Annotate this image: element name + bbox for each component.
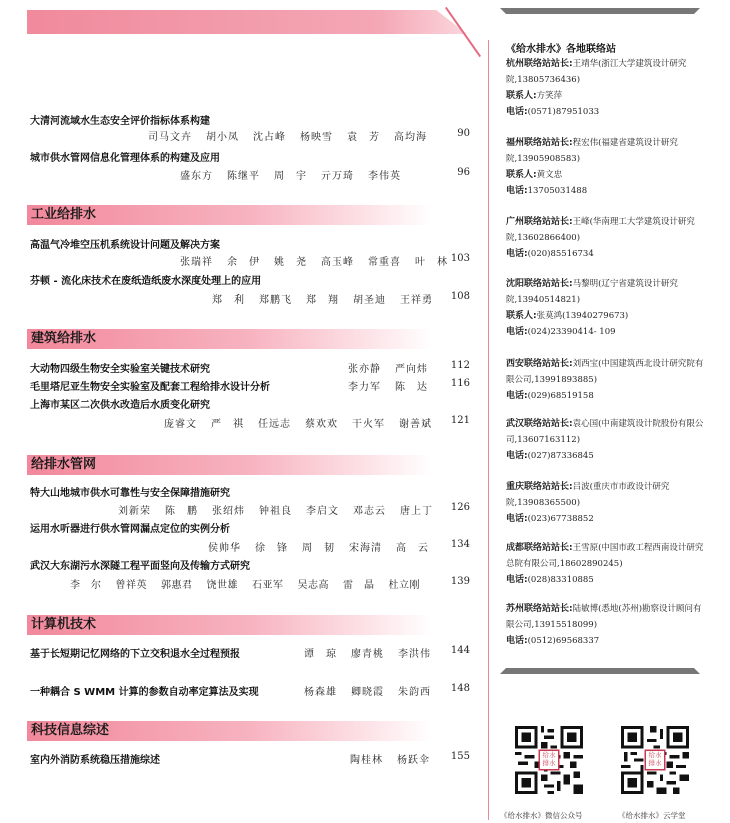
article-page: 139 bbox=[450, 576, 470, 587]
article-title[interactable]: 基于长短期记忆网络的下立交积退水全过程预报 bbox=[30, 649, 240, 660]
station-guangzhou: 广州联络站站长:王峰(华南理工大学建筑设计研究院,13602866400) 电话:(020)85516734 bbox=[506, 217, 695, 259]
article-title[interactable]: 武汉大东湖污水深隧工程平面竖向及传输方式研究 bbox=[30, 561, 250, 572]
qr-center-stamp: 给水排水 bbox=[648, 751, 662, 767]
article-page: 116 bbox=[450, 378, 470, 389]
article-title[interactable]: 大动物四级生物安全实验室关键技术研究 bbox=[30, 364, 210, 375]
article-title[interactable]: 上海市某区二次供水改造后水质变化研究 bbox=[30, 400, 210, 411]
article-authors: 庞睿文 严 祺 任远志 蔡欢欢 干火军 谢善斌 bbox=[164, 419, 432, 430]
article-title[interactable]: 毛里塔尼亚生物安全实验室及配套工程给排水设计分析 bbox=[30, 382, 270, 393]
section-heading: 工业给排水 bbox=[27, 205, 432, 225]
section-heading: 科技信息综述 bbox=[27, 721, 432, 741]
article-page: 121 bbox=[450, 415, 470, 426]
article-authors: 陶桂林 杨跃伞 bbox=[350, 755, 430, 766]
article-authors: 张亦静 严向炜 bbox=[348, 364, 428, 375]
section-heading: 给排水管网 bbox=[27, 455, 432, 475]
article-page: 134 bbox=[450, 539, 470, 550]
article-title[interactable]: 芬顿 - 流化床技术在废纸造纸废水深度处理上的应用 bbox=[30, 276, 262, 287]
header-band bbox=[27, 10, 467, 34]
station-shenyang: 沈阳联络站站长:马黎明(辽宁省建筑设计研究院,13940514821) 联系人:张莫鸿(13940279673) 电话:(024)23390414- 109 bbox=[506, 279, 678, 337]
article-page: 96 bbox=[457, 167, 470, 178]
article-page: 103 bbox=[450, 253, 470, 264]
article-title[interactable]: 特大山地城市供水可靠性与安全保障措施研究 bbox=[30, 488, 230, 499]
qr-center-stamp: 给水排水 bbox=[542, 751, 556, 767]
article-authors: 司马文卉 胡小凤 沈占峰 杨映雪 袁 芳 高均海 bbox=[148, 132, 427, 143]
article-authors: 李力军 陈 达 bbox=[348, 382, 428, 393]
right-top-rule bbox=[500, 8, 700, 14]
column-divider bbox=[488, 40, 489, 820]
article-authors: 李 尔 曾祥英 郭惠君 饶世雄 石亚军 吴志高 雷 晶 杜立刚 bbox=[70, 580, 420, 591]
qr-caption-cloud-class: 《给水排水》云学堂 bbox=[618, 811, 686, 820]
station-xian: 西安联络站站长:刘西宝(中国建筑西北设计研究院有限公司,13991893885) 电话:(029)68519158 bbox=[506, 359, 704, 401]
article-page: 108 bbox=[450, 291, 470, 302]
article-page: 112 bbox=[450, 360, 470, 371]
station-hangzhou: 杭州联络站站长:王靖华(浙江大学建筑设计研究院,13805736436) 联系人:方笑萍 电话:(0571)87951033 bbox=[506, 59, 687, 117]
article-title[interactable]: 高温气冷堆空压机系统设计问题及解决方案 bbox=[30, 240, 220, 251]
article-title[interactable]: 一种耦合 S WMM 计算的参数自动率定算法及实现 bbox=[30, 687, 259, 698]
article-page: 144 bbox=[450, 645, 470, 656]
article-page: 148 bbox=[450, 683, 470, 694]
section-heading: 计算机技术 bbox=[27, 615, 432, 635]
station-chongqing: 重庆联络站站长:吕波(重庆市市政设计研究院,13908365500) 电话:(023)67738852 bbox=[506, 482, 670, 524]
article-page: 155 bbox=[450, 751, 470, 762]
article-title[interactable]: 城市供水管网信息化管理体系的构建及应用 bbox=[30, 153, 220, 164]
article-title[interactable]: 大清河流域水生态安全评价指标体系构建 bbox=[30, 116, 210, 127]
stations-heading: 《给水排水》各地联络站 bbox=[506, 44, 616, 55]
article-authors: 郑 利 郑鹏飞 郑 翔 胡圣迪 王祥勇 bbox=[212, 295, 433, 306]
station-chengdu: 成都联络站站长:王雪原(中国市政工程西南设计研究总院有限公司,18602890245) 电话:(028)83310885 bbox=[506, 543, 704, 585]
station-suzhou: 苏州联络站站长:陆敏博(悉地(苏州)勘察设计顾问有限公司,13915518099) 电话:(0512)69568337 bbox=[506, 604, 702, 646]
station-fuzhou: 福州联络站站长:程宏伟(福建省建筑设计研究院,13905908583) 联系人:黄文忠 电话:13705031488 bbox=[506, 138, 678, 196]
right-bottom-rule bbox=[500, 668, 700, 674]
article-authors: 张瑞祥 余 伊 姚 尧 高玉峰 常重喜 叶 林 bbox=[180, 257, 448, 268]
article-title[interactable]: 室内外消防系统稳压措施综述 bbox=[30, 755, 160, 766]
station-wuhan: 武汉联络站站长:袁心国(中南建筑设计院股份有限公司,13607163112) 电话:(027)87336845 bbox=[506, 419, 704, 461]
section-heading: 建筑给排水 bbox=[27, 329, 432, 349]
article-page: 126 bbox=[450, 502, 470, 513]
article-page: 90 bbox=[457, 128, 470, 139]
qr-caption-wechat: 《给水排水》微信公众号 bbox=[500, 811, 583, 820]
article-authors: 侯帅华 徐 锋 周 韧 宋海清 高 云 bbox=[208, 543, 429, 554]
article-authors: 刘新荣 陈 鹏 张绍炜 钟祖良 李启文 邓志云 唐上丁 bbox=[118, 506, 433, 517]
article-title[interactable]: 运用水听器进行供水管网漏点定位的实例分析 bbox=[30, 524, 230, 535]
article-authors: 谭 琼 廖青桃 李洪伟 bbox=[304, 649, 431, 660]
article-authors: 盛东方 陈继平 周 宇 亓万琦 李伟英 bbox=[180, 171, 401, 182]
article-authors: 杨森雄 卿晓霞 朱韵西 bbox=[304, 687, 431, 698]
